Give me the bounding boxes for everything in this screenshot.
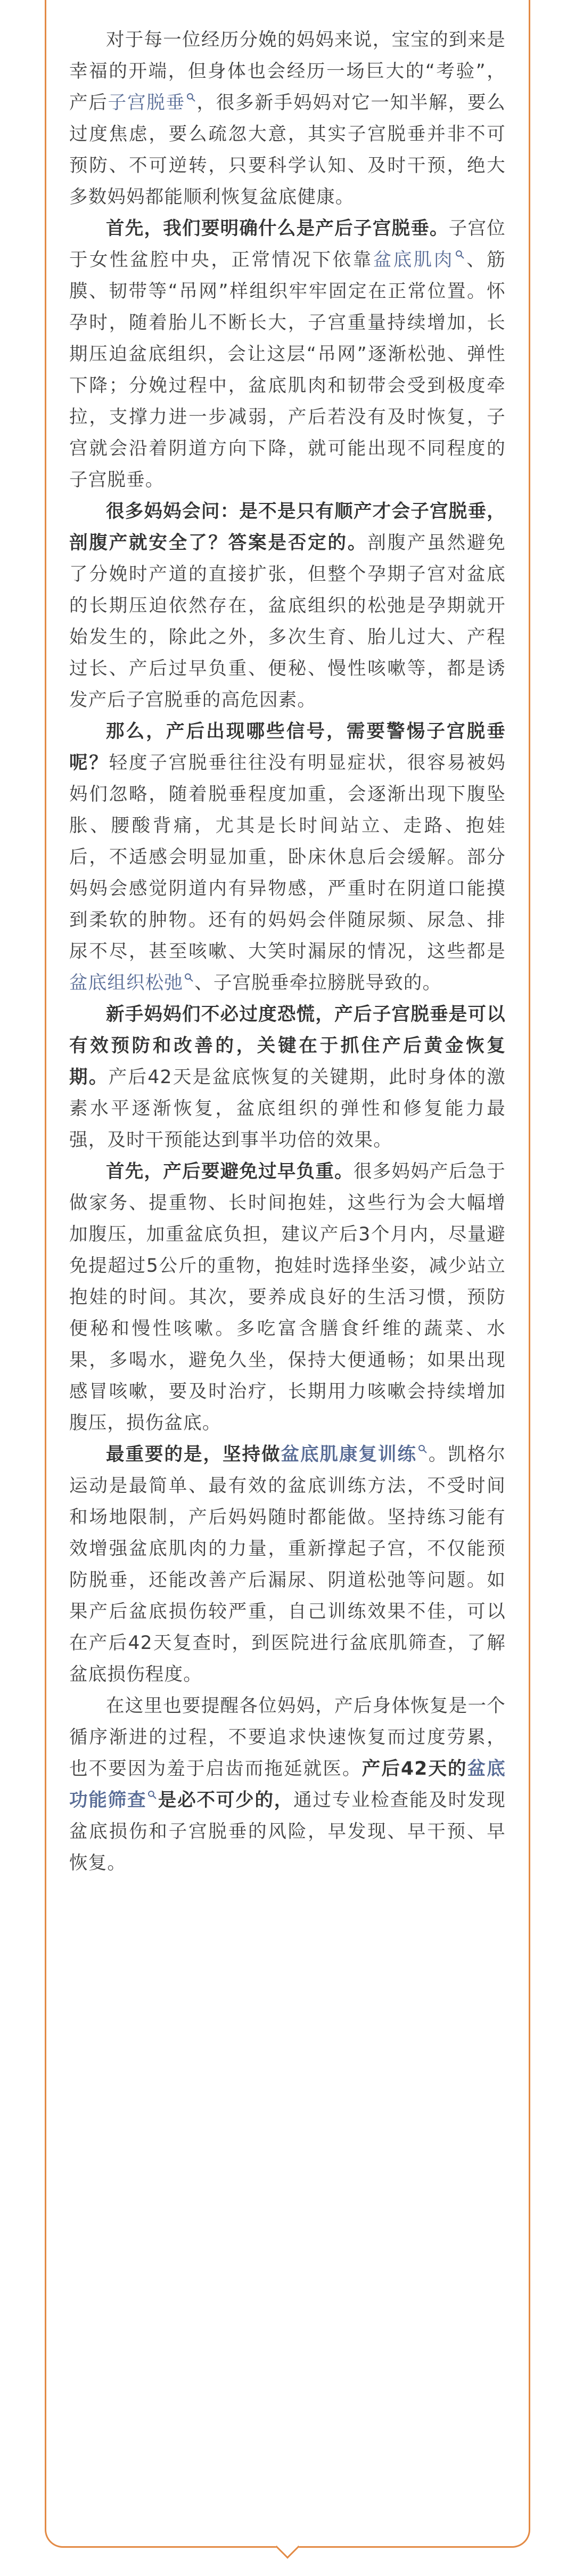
- paragraph-avoid-weight: [69, 1156, 506, 1439]
- keyword-link-pelvic-floor-muscle[interactable]: 盆底肌肉: [373, 249, 454, 271]
- search-icon[interactable]: [147, 1790, 157, 1799]
- paragraph-intro: [69, 25, 506, 213]
- text: 很多妈妈产后急于做家务、提重物、长时间抱娃，这些行为会大幅增加腹压，加重盆底负担，建议产后3个月内，尽量避免提超过5公斤的重物，抱娃时选择坐姿，减少站立抱娃的时间。其次，要养成良好的生活习惯，预防便秘和慢性咳嗽。多吃富含膳食纤维的蔬菜、水果，多喝水，避免久坐，保持大便通畅；如果出现感冒咳嗽，要及时治疗，长期用力咳嗽会持续增加腹压，损伤盆底。: [69, 1161, 506, 1434]
- search-icon[interactable]: [184, 973, 193, 982]
- paragraph-training: [69, 1439, 506, 1691]
- bold-text: 很多妈妈会问：是不是只有顺产才会子宫脱垂，剖腹产就安全了？答案是否定的。: [69, 501, 506, 554]
- bold-text: 新手妈妈们不必过度恐慌，产后子宫脱垂是可以有效预防和改善的，关键在于抓住产后黄金恢复期。: [69, 1004, 506, 1088]
- keyword-link-pelvic-tissue-laxity[interactable]: 盆底组织松弛: [69, 972, 184, 994]
- search-icon[interactable]: [455, 250, 464, 259]
- bold-text: 产后42天的: [362, 1758, 467, 1779]
- text: 通过专业检查能及时发现盆底损伤和子宫脱垂的风险，早发现、早干预、早恢复。: [69, 1790, 506, 1874]
- search-icon[interactable]: [186, 93, 195, 102]
- text: 产后42天是盆底恢复的关键期，此时身体的激素水平逐渐恢复，盆底组织的弹性和修复能力最强，及时干预能达到事半功倍的效果。: [69, 1067, 506, 1151]
- bold-text: 那么，产后出现哪些信号，需要警惕子宫脱垂呢？: [69, 721, 506, 774]
- keyword-link-uterine-prolapse[interactable]: 子宫脱垂: [108, 92, 185, 113]
- text: 剖腹产虽然避免了分娩时产道的直接扩张，但整个孕期子宫对盆底的长期压迫依然存在，盆底组织的松弛是孕期就开始发生的，除此之外，多次生育、胎儿过大、产程过长、产后过早负重、便秘、慢性咳嗽等，都是诱发产后子宫脱垂的高危因素。: [69, 532, 506, 711]
- paragraph-definition: [69, 213, 506, 496]
- paragraph-reminder: [69, 1691, 506, 1879]
- paragraph-cesarean: [69, 496, 506, 716]
- keyword-link-pelvic-function-screening[interactable]: 盆底功能筛查: [69, 1758, 506, 1811]
- text: 。凯格尔运动是最简单、最有效的盆底训练方法，不受时间和场地限制，产后妈妈随时都能做。坚持练习能有效增强盆底肌肉的力量，重新撑起子宫，不仅能预防脱垂，还能改善产后漏尿、阴道松弛等问题。如果产后盆底损伤较严重，自己训练效果不佳，可以在产后42天复查时，到医院进行盆底肌筛查，了解盆底损伤程度。: [69, 1444, 506, 1685]
- bold-text: 首先，产后要避免过早负重。: [106, 1161, 354, 1182]
- text: ，很多新手妈妈对它一知半解，要么过度焦虑，要么疏忽大意，其实子宫脱垂并非不可预防、不可逆转，只要科学认知、及时干预，绝大多数妈妈都能顺利恢复盆底健康。: [69, 92, 506, 208]
- bold-text: 是必不可少的，: [158, 1790, 294, 1811]
- text: 、筋膜、韧带等“吊网”样组织牢牢固定在正常位置。怀孕时，随着胎儿不断长大，子宫重量持续增加，长期压迫盆底组织，会让这层“吊网”逐渐松弛、弹性下降；分娩过程中，盆底肌肉和韧带会受到极度牵拉，支撑力进一步减弱，产后若没有及时恢复，子宫就会沿着阴道方向下降，就可能出现不同程度的子宫脱垂。: [69, 249, 506, 491]
- article-body: [69, 25, 506, 1879]
- search-icon[interactable]: [418, 1444, 427, 1453]
- paragraph-symptoms: [69, 716, 506, 999]
- text: 对于每一位经历分娩的妈妈来说，宝宝的到来是幸福的开端，但身体也会经历一场巨大的“考验”，产后: [69, 29, 506, 113]
- frame-bottom-notch: [275, 2534, 299, 2558]
- keyword-link-pelvic-floor-training[interactable]: 盆底肌康复训练: [281, 1444, 417, 1465]
- bold-text: 首先，我们要明确什么是产后子宫脱垂。: [106, 218, 449, 239]
- text: 轻度子宫脱垂往往没有明显症状，很容易被妈妈们忽略，随着脱垂程度加重，会逐渐出现下腹坠胀、腰酸背痛，尤其是长时间站立、走路、抱娃后，不适感会明显加重，卧床休息后会缓解。部分妈妈会感觉阴道内有异物感，严重时在阴道口能摸到柔软的肿物。还有的妈妈会伴随尿频、尿急、排尿不尽，甚至咳嗽、大笑时漏尿的情况，这些都是: [69, 752, 506, 962]
- text: 、子宫脱垂牵拉膀胱导致的。: [194, 972, 442, 994]
- text: 子宫位于女性盆腔中央，正常情况下依靠: [69, 218, 506, 271]
- paragraph-golden-period: [69, 999, 506, 1156]
- bold-text: 最重要的是，坚持做: [106, 1444, 281, 1465]
- text: 在这里也要提醒各位妈妈，产后身体恢复是一个循序渐进的过程，不要追求快速恢复而过度劳累，也不要因为羞于启齿而拖延就医。: [69, 1695, 506, 1779]
